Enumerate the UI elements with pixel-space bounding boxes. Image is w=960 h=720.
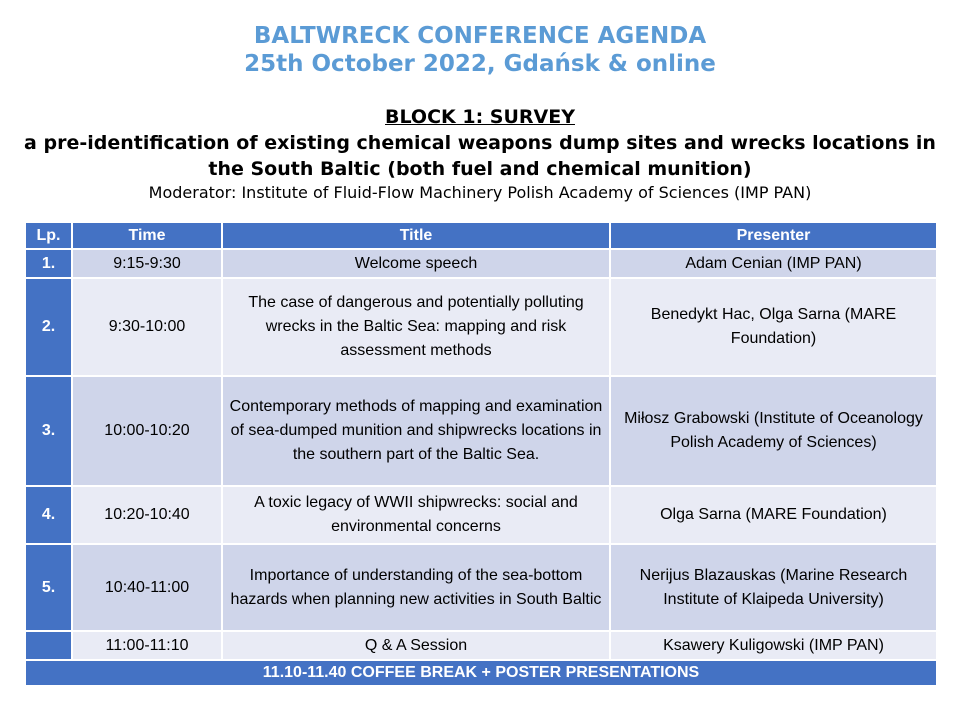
row-lp: 5. [25, 544, 72, 631]
header-presenter: Presenter [610, 222, 937, 249]
table-row [25, 544, 937, 631]
row-title: Welcome speech [222, 249, 610, 278]
row-presenter: Miłosz Grabowski (Institute of Oceanology Polish Academy of Sciences) [610, 376, 937, 486]
row-presenter: Olga Sarna (MARE Foundation) [610, 486, 937, 544]
row-title: Q & A Session [222, 631, 610, 660]
row-lp: 2. [25, 278, 72, 376]
table-header-row [25, 222, 937, 249]
row-lp [25, 631, 72, 660]
block-moderator: Moderator: Institute of Fluid-Flow Machinery Polish Academy of Sciences (IMP PAN) [148, 183, 812, 202]
table-row [25, 486, 937, 544]
row-lp: 3. [25, 376, 72, 486]
header-title: Title [222, 222, 610, 249]
row-time: 9:30-10:00 [72, 278, 222, 376]
header-time: Time [72, 222, 222, 249]
row-presenter: Ksawery Kuligowski (IMP PAN) [610, 631, 937, 660]
coffee-break-row [25, 660, 937, 686]
row-title: The case of dangerous and potentially polluting wrecks in the Baltic Sea: mapping and risk assessment methods [222, 278, 610, 376]
table-row [25, 249, 937, 278]
row-title: A toxic legacy of WWII shipwrecks: social and environmental concerns [222, 486, 610, 544]
row-time: 9:15-9:30 [72, 249, 222, 278]
agenda-table [24, 221, 938, 687]
table-row [25, 278, 937, 376]
header-lp: Lp. [25, 222, 72, 249]
row-presenter: Adam Cenian (IMP PAN) [610, 249, 937, 278]
block-title: BLOCK 1: SURVEY [385, 106, 575, 128]
block-subtitle: a pre-identification of existing chemical weapons dump sites and wrecks locations in the South Baltic (both fuel and chemical munition) [24, 132, 936, 180]
row-title: Importance of understanding of the sea-bottom hazards when planning new activities in South Baltic [222, 544, 610, 631]
row-time: 10:00-10:20 [72, 376, 222, 486]
row-time: 10:40-11:00 [72, 544, 222, 631]
coffee-break-label: 11.10-11.40 COFFEE BREAK + POSTER PRESENTATIONS [25, 660, 937, 686]
row-lp: 1. [25, 249, 72, 278]
row-time: 11:00-11:10 [72, 631, 222, 660]
conference-date: 25th October 2022, Gdańsk & online [244, 51, 716, 77]
row-lp: 4. [25, 486, 72, 544]
agenda-header [0, 22, 960, 78]
table-row [25, 631, 937, 660]
row-presenter: Nerijus Blazauskas (Marine Research Institute of Klaipeda University) [610, 544, 937, 631]
conference-title: BALTWRECK CONFERENCE AGENDA [253, 23, 707, 49]
block-heading [20, 104, 940, 204]
row-title: Contemporary methods of mapping and examination of sea-dumped munition and shipwrecks locations in the southern part of the Baltic Sea. [222, 376, 610, 486]
row-time: 10:20-10:40 [72, 486, 222, 544]
table-row [25, 376, 937, 486]
row-presenter: Benedykt Hac, Olga Sarna (MARE Foundation) [610, 278, 937, 376]
